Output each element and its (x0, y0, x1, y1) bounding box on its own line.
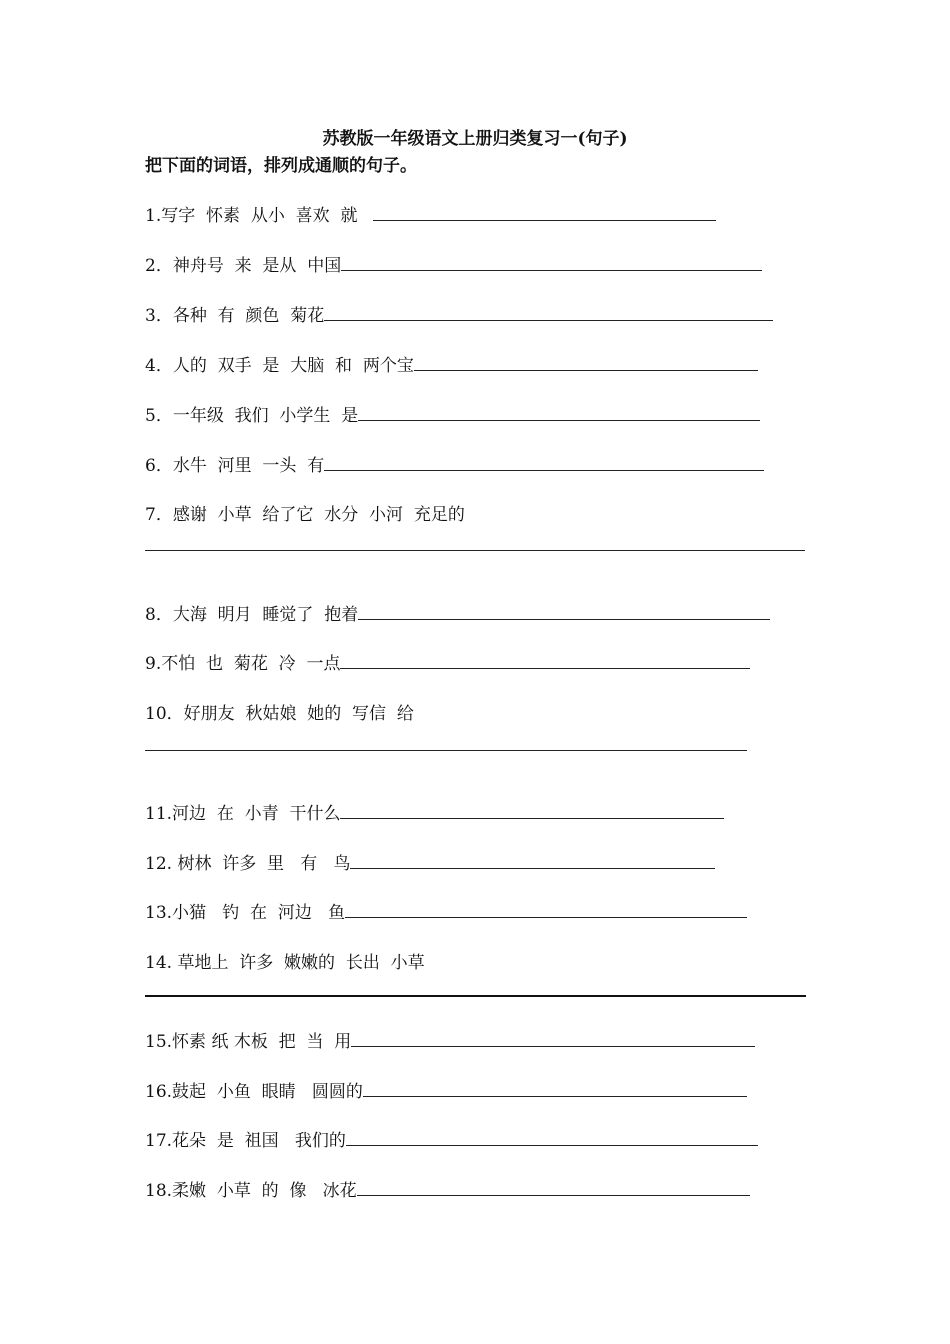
answer-blank[interactable] (324, 453, 764, 471)
question-1 (145, 201, 716, 226)
answer-line[interactable] (145, 550, 805, 551)
answer-blank[interactable] (346, 1128, 758, 1146)
question-12 (145, 849, 715, 874)
question-text: 5．一年级 我们 小学生 是 (145, 406, 359, 426)
question-9 (145, 649, 750, 674)
question-16 (145, 1077, 747, 1102)
question-3 (145, 301, 773, 326)
question-text: 8．大海 明月 睡觉了 抱着 (145, 605, 359, 625)
answer-blank[interactable] (341, 253, 762, 271)
question-text: 14. 草地上 许多 嫩嫩的 长出 小草 (145, 953, 425, 973)
answer-line[interactable] (145, 750, 747, 751)
question-8 (145, 600, 770, 625)
answer-blank[interactable] (351, 1029, 755, 1047)
question-text: 2．神舟号 来 是从 中国 (145, 256, 342, 276)
question-text: 11.河边 在 小青 干什么 (145, 804, 341, 824)
question-10 (145, 699, 414, 724)
answer-blank[interactable] (373, 203, 716, 221)
question-11 (145, 799, 724, 824)
question-2 (145, 251, 762, 276)
question-text: 6．水牛 河里 一头 有 (145, 456, 325, 476)
answer-blank[interactable] (350, 851, 715, 869)
question-6 (145, 451, 764, 476)
question-15 (145, 1027, 755, 1052)
question-text: 15.怀素 纸 木板 把 当 用 (145, 1032, 352, 1052)
question-text: 7．感谢 小草 给了它 水分 小河 充足的 (145, 505, 465, 525)
page-title: 苏教版一年级语文上册归类复习一(句子) (322, 129, 628, 149)
question-7 (145, 500, 465, 525)
question-text: 3．各种 有 颜色 菊花 (145, 306, 325, 326)
question-13 (145, 898, 747, 923)
question-text: 1.写字 怀素 从小 喜欢 就 (145, 206, 358, 226)
answer-blank[interactable] (414, 353, 758, 371)
question-text: 16.鼓起 小鱼 眼睛 圆圆的 (145, 1082, 363, 1102)
answer-blank[interactable] (363, 1079, 747, 1097)
question-text: 13.小猫 钓 在 河边 鱼 (145, 903, 346, 923)
answer-line[interactable] (145, 995, 806, 997)
answer-blank[interactable] (358, 403, 760, 421)
answer-blank[interactable] (345, 900, 747, 918)
question-4 (145, 351, 758, 376)
answer-blank[interactable] (340, 651, 750, 669)
answer-blank[interactable] (357, 1178, 750, 1196)
question-text: 10．好朋友 秋姑娘 她的 写信 给 (145, 704, 414, 724)
question-text: 18.柔嫩 小草 的 像 冰花 (145, 1181, 357, 1201)
answer-blank[interactable] (340, 801, 724, 819)
question-14 (145, 948, 425, 973)
question-5 (145, 401, 760, 426)
answer-blank[interactable] (358, 602, 770, 620)
question-18 (145, 1176, 750, 1201)
question-text: 4．人的 双手 是 大脑 和 两个宝 (145, 356, 414, 376)
question-text: 17.花朵 是 祖国 我们的 (145, 1131, 346, 1151)
question-text: 9.不怕 也 菊花 冷 一点 (145, 654, 341, 674)
answer-blank[interactable] (324, 303, 773, 321)
instruction: 把下面的词语，排列成通顺的句子。 (145, 156, 417, 176)
question-17 (145, 1126, 758, 1151)
question-text: 12. 树林 许多 里 有 鸟 (145, 854, 351, 874)
